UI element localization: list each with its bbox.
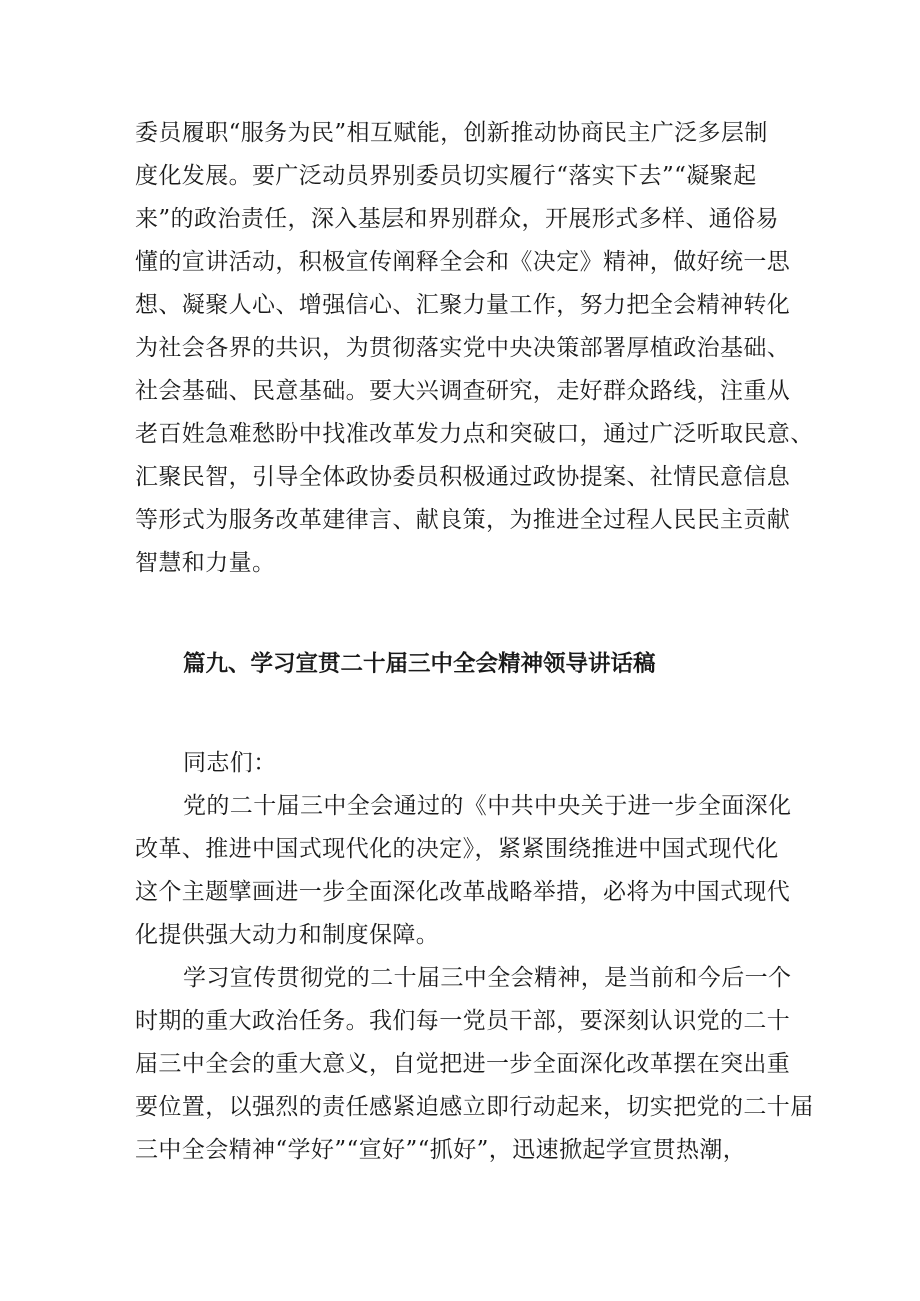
- text-line: 社会基础、民意基础。要大兴调查研究，走好群众路线，注重从: [135, 378, 791, 404]
- text-line: 时期的重大政治任务。我们每一党员干部，要深刻认识党的二十: [135, 1008, 791, 1034]
- text-line: 要位置，以强烈的责任感紧迫感立即行动起来，切实把党的二十届: [135, 1094, 814, 1120]
- text-line: 这个主题擘画进一步全面深化改革战略举措，必将为中国式现代: [135, 879, 791, 905]
- greeting: 同志们：: [183, 750, 277, 776]
- text-line: 汇聚民智，引导全体政协委员积极通过政协提案、社情民意信息: [135, 464, 791, 490]
- text-line: 为社会各界的共识，为贯彻落实党中央决策部署厚植政治基础、: [135, 335, 791, 361]
- section-heading: 篇九、学习宣贯二十届三中全会精神领导讲话稿: [183, 651, 656, 677]
- text-line: 党的二十届三中全会通过的《中共中央关于进一步全面深化: [183, 793, 792, 819]
- text-line: 化提供强大动力和制度保障。: [135, 922, 440, 948]
- text-line: 来”的政治责任，深入基层和界别群众，开展形式多样、通俗易: [135, 206, 779, 232]
- text-line: 懂的宣讲活动，积极宣传阐释全会和《决定》精神，做好统一思: [135, 249, 791, 275]
- text-line: 老百姓急难愁盼中找准改革发力点和突破口，通过广泛听取民意、: [135, 421, 814, 447]
- text-line: 届三中全会的重大意义，自觉把进一步全面深化改革摆在突出重: [135, 1051, 791, 1077]
- text-line: 想、凝聚人心、增强信心、汇聚力量工作，努力把全会精神转化: [135, 292, 791, 318]
- text-line: 三中全会精神“学好”“宣好”“抓好”，迅速掀起学宣贯热潮，: [135, 1137, 747, 1163]
- text-line: 度化发展。要广泛动员界别委员切实履行“落实下去”“凝聚起: [135, 163, 757, 189]
- text-line: 等形式为服务改革建律言、献良策，为推进全过程人民民主贡献: [135, 507, 791, 533]
- text-line: 委员履职“服务为民”相互赋能，创新推动协商民主广泛多层制: [135, 120, 768, 146]
- text-line: 改革、推进中国式现代化的决定》，紧紧围绕推进中国式现代化: [135, 836, 779, 862]
- text-line: 智慧和力量。: [135, 550, 276, 576]
- text-line: 学习宣传贯彻党的二十届三中全会精神，是当前和今后一个: [183, 965, 792, 991]
